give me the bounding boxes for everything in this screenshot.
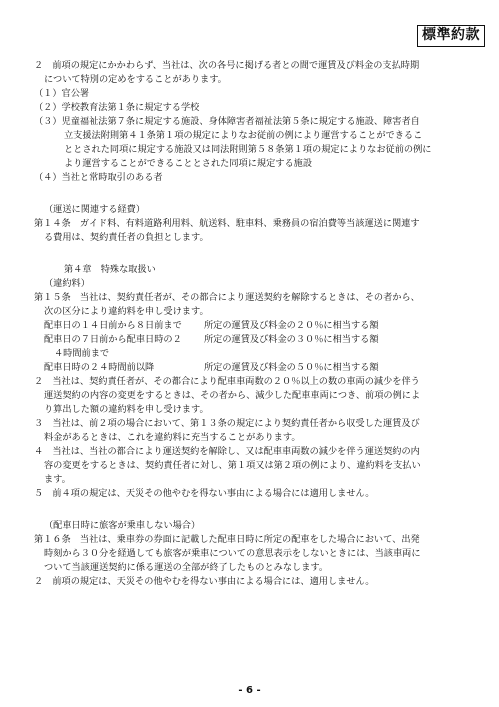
- article-14-line: 第１４条 ガイド料、有料道路利用料、航送料、駐車料、乗務員の宿泊費等当該運送に関連す: [34, 218, 420, 229]
- article-caption: （運送に関連する経費）: [44, 204, 146, 215]
- list-item: （２）学校教育法第１条に規定する学校: [34, 102, 200, 113]
- list-item: （３）児童福祉法第７条に規定する施設、身体障害者福祉法第５条に規定する施設、障害者自: [34, 116, 420, 127]
- paragraph-line: について特別の定めをすることがあります。: [44, 74, 227, 85]
- paragraph-line: ４ 当社は、当社の都合により運送契約を解除し、又は配車車両数の減少を伴う運送契約の内: [34, 446, 420, 457]
- cancellation-period: 配車日の１４日前から８日前まで: [44, 320, 182, 331]
- page-number: - 6 -: [238, 685, 261, 696]
- paragraph-line: り算出した額の違約料を申し受けます。: [44, 404, 209, 415]
- standard-terms-label: 標準約款: [417, 25, 485, 47]
- document-body: [34, 59, 482, 589]
- article-15-line: 第１５条 当社は、契約責任者が、その都合により運送契約を解除するときは、その者から、: [34, 292, 420, 303]
- paragraph-line: 運送契約の内容の変更をするときは、その者から、減少した配車車両につき、前項の例によ: [44, 390, 421, 401]
- paragraph-line: 容の変更をするときは、契約責任者に対し、第１項又は第２項の例により、違約料を支払い: [44, 460, 421, 471]
- cancellation-period: 配車日時の２４時間前以降: [44, 362, 155, 373]
- paragraph-line: ５ 前４項の規定は、天災その他やむを得ない事由による場合には適用しません。: [34, 488, 375, 499]
- cancellation-fee: 所定の運賃及び料金の５０％に相当する額: [204, 362, 379, 373]
- paragraph-line: 料金があるときは、これを違約料に充当することがあります。: [44, 432, 301, 443]
- cancellation-period-continuation: ４時間前まで: [54, 348, 110, 359]
- article-16-line: 第１６条 当社は、乗車券の券面に記載した配車日時に所定の配車をした場合において、出発: [34, 534, 420, 545]
- chapter-title: 第４章 特殊な取扱い: [64, 264, 156, 275]
- list-item-continuation: より運営することができることとされた同項に規定する施設: [64, 158, 313, 169]
- article-14-line: る費用は、契約責任者の負担とします。: [44, 232, 209, 243]
- list-item: （４）当社と常時取引のある者: [34, 172, 163, 183]
- list-item: （１）官公署: [34, 88, 90, 99]
- cancellation-fee: 所定の運賃及び料金の２０％に相当する額: [204, 320, 379, 331]
- cancellation-fee-row: [34, 333, 482, 347]
- paragraph-line: ３ 当社は、前２項の場合において、第１３条の規定により契約責任者から収受した運賃及び: [34, 418, 420, 429]
- cancellation-fee-row: [34, 319, 482, 333]
- article-16-line: 時刻から３０分を経過しても旅客が乗車についての意思表示をしないときには、当該車両に: [44, 548, 421, 559]
- article-caption: （配車日時に旅客が乗車しない場合）: [44, 520, 201, 531]
- paragraph-line: ２ 当社は、契約責任者が、その都合により配車車両数の２０％以上の数の車両の減少を伴う: [34, 376, 420, 387]
- paragraph-line: ２ 前項の規定は、天災その他やむを得ない事由による場合には、適用しません。: [34, 576, 375, 587]
- list-item-continuation: ととされた同項に規定する施設又は同法附則第５８条第１項の規定によりなお従前の例に: [64, 144, 432, 155]
- article-16-line: ついて当該運送契約に係る運送の全部が終了したものとみなします。: [44, 562, 329, 573]
- paragraph-line: ２ 前項の規定にかかわらず、当社は、次の各号に掲げる者との間で運賃及び料金の支払時期: [34, 60, 420, 71]
- list-item-continuation: 立支援法附則第４１条第１項の規定によりなお従前の例により運営することができるこ: [64, 130, 423, 141]
- article-caption: （違約料）: [44, 278, 90, 289]
- cancellation-fee-row: [34, 361, 482, 375]
- cancellation-period: 配車日の７日前から配車日時の２: [44, 334, 182, 345]
- cancellation-fee: 所定の運賃及び料金の３０％に相当する額: [204, 334, 379, 345]
- article-15-line: 次の区分により違約料を申し受けます。: [44, 306, 209, 317]
- paragraph-line: ます。: [44, 474, 71, 485]
